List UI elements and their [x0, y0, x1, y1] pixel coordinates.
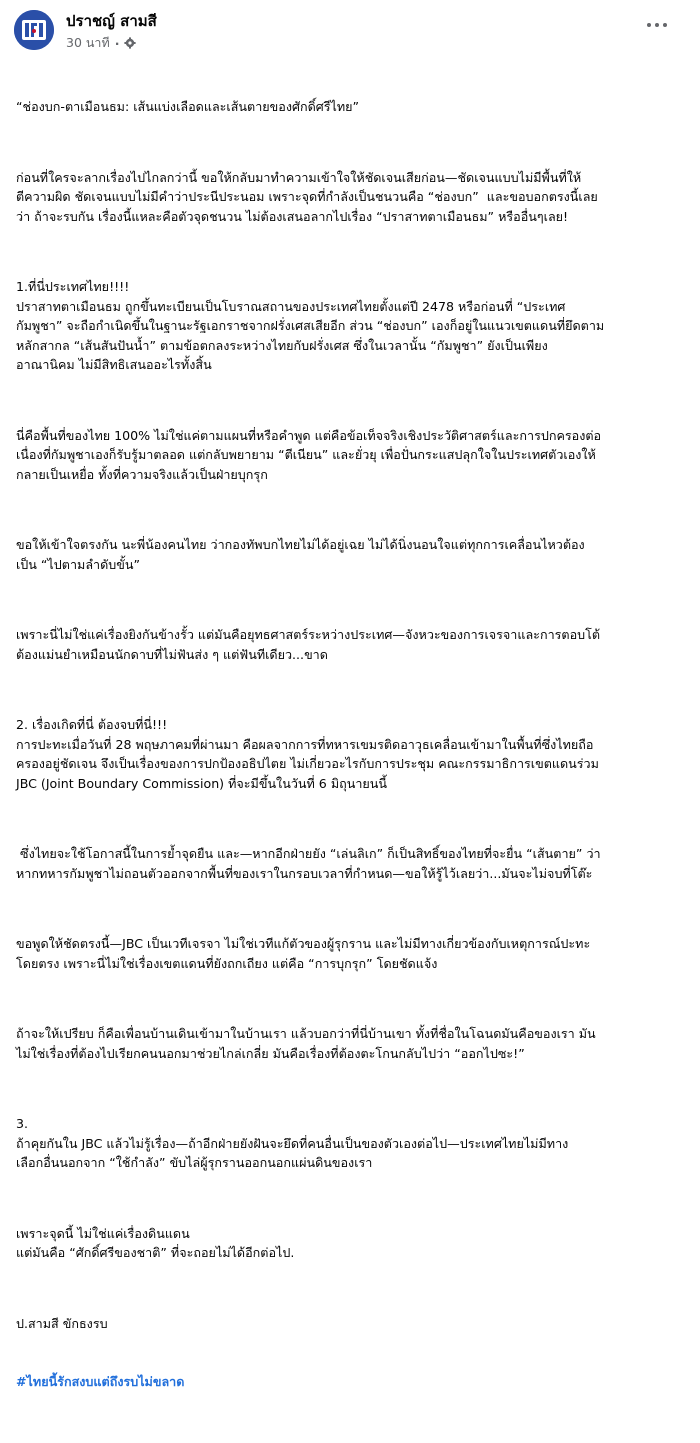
post-title: “ช่องบก-ตาเมือนธม: เส้นแบ่งเลือดและเส้นตายของศักดิ์ศรีไทย” — [16, 99, 360, 114]
page-logo-icon — [14, 10, 54, 50]
paragraph: 2. เรื่องเกิดที่นี่ ต้องจบที่นี่!!! การปะทะเมื่อวันที่ 28 พฤษภาคมที่ผ่านมา คือผลจากการที่ทหารเขมรติดอาวุธเคลื่อนเข้ามาในพื้นที่ซึ่งไทยถือ ครองอยู่ชัดเจน จึงเป็นเรื่องของการปกป้องอธิปไตย ไม่เกี่ยวอะไรกับการประชุม คณะกรรมาธิการเขตแดนร่วม JBC (Joint Boundary Commission) ที่จะมีขึ้นในวันที่ 6 มิถุนายนนี้ — [16, 717, 599, 791]
settings-gear-icon[interactable] — [124, 37, 136, 49]
author-name[interactable]: ปราชญ์ สามสี — [66, 12, 157, 30]
paragraph: เพราะนี่ไม่ใช่แค่เรื่องยิงกันข้างรั้ว แต่มันคือยุทธศาสตร์ระหว่างประเทศ—จังหวะของการเจรจาและการตอบโต้ ต้องแม่นยำเหมือนนักดาบที่ไม่ฟันส่ง ๆ แต่ฟันทีเดียว...ขาด — [16, 627, 601, 662]
paragraph: ซึ่งไทยจะใช้โอกาสนี้ในการย้ำจุดยืน และ—หากอีกฝ่ายยัง “เล่นลิเก” ก็เป็นสิทธิ์ของไทยที่จะยื่น “เส้นตาย” ว่า หากทหารกัมพูชาไม่ถอนตัวออกจากพื้นที่ของเราในกรอบเวลาที่กำหนด—ขอให้รู้ไว้เลยว่า...มันจะไม่จบที่โต๊ะ — [16, 846, 601, 881]
hashtag[interactable] — [16, 1372, 688, 1392]
paragraph: นี่คือพื้นที่ของไทย 100% ไม่ใช่แค่ตามแผนที่หรือคำพูด แต่คือข้อเท็จจริงเชิงประวัติศาสตร์และการปกครองต่อ เนื่องที่กัมพูชาเองก็รับรู้มาตลอด แต่กลับพยายาม “ตีเนียน” และยั่วยุ เพื่อปั่นกระแสปลุกใจในประเทศตัวเองให้ กลายเป็นเหยื่อ ทั้งที่ความจริงแล้วเป็นฝ่ายบุกรุก — [16, 427, 602, 482]
signature: ป.สามสี ขักธงรบ — [16, 1315, 108, 1331]
separator-dot: · — [114, 35, 120, 51]
hashtag-link[interactable]: #ไทยนี้รักสงบแต่ถึงรบไม่ขลาด — [16, 1374, 185, 1389]
paragraph: ขอให้เข้าใจตรงกัน นะพี่น้องคนไทย ว่ากองทัพบกไทยไม่ได้อยู่เฉย ไม่ได้นิ่งนอนใจแต่ทุกการเคลื่อนไหวต้อง เป็น “ไปตามลำดับขั้น” — [16, 537, 585, 572]
paragraph: ถ้าจะให้เปรียบ ก็คือเพื่อนบ้านเดินเข้ามาในบ้านเรา แล้วบอกว่าที่นี่บ้านเขา ทั้งที่ชื่อในโฉนดมันคือของเรา มัน ไม่ใช่เรื่องที่ต้องไปเรียกคนนอกมาช่วยไกล่เกลี่ย มันคือเรื่องที่ต้องตะโกนกลับไปว่า “ออกไปซะ!” — [16, 1026, 596, 1061]
post-meta — [66, 33, 136, 53]
more-options-icon[interactable] — [640, 12, 674, 38]
paragraph: 1.ที่นี่ประเทศไทย!!!! ปราสาทตาเมือนธม ถูกขึ้นทะเบียนเป็นโบราณสถานของประเทศไทยตั้งแต่ปี 2478 หรือก่อนที่ “ประเทศ กัมพูชา” จะถือกำเนิดขึ้นในฐานะรัฐเอกราชจากฝรั่งเศสเสียอีก ส่วน “ช่องบก” เองก็อยู่ในแนวเขตแดนที่ยึดตาม หลักสากล “เส้นสันปันน้ำ” ตามข้อตกลงระหว่างไทยกับฝรั่งเศส ซึ่งในเวลานั้น “กัมพูชา” ยังเป็นเพียง อาณานิคม ไม่มีสิทธิเสนออะไรทั้งสิ้น — [16, 279, 605, 372]
post-time[interactable]: 30 นาที — [66, 35, 110, 50]
paragraph: ขอพูดให้ชัดตรงนี้—JBC เป็นเวทีเจรจา ไม่ใช่เวทีแก้ตัวของผู้รุกราน และไม่มีทางเกี่ยวข้องกับเหตุการณ์ปะทะ โดยตรง เพราะนี่ไม่ใช่เรื่องเขตแดนที่ยังถกเถียง แต่คือ “การบุกรุก” โดยชัดแจ้ง — [16, 936, 591, 971]
post-body — [16, 58, 688, 1443]
paragraph: 3. ถ้าคุยกันใน JBC แล้วไม่รู้เรื่อง—ถ้าอีกฝ่ายยังฝันจะยึดที่คนอื่นเป็นของตัวเองต่อไป—ประเทศไทยไม่มีทาง เลือกอื่นนอกจาก “ใช้กำลัง” ขับไล่ผู้รุกรานออกนอกแผ่นดินของเรา — [16, 1116, 569, 1170]
post-header — [0, 0, 700, 56]
paragraph: ก่อนที่ใครจะลากเรื่องไปไกลกว่านี้ ขอให้กลับมาทำความเข้าใจให้ชัดเจนเสียก่อน—ชัดเจนแบบไม่มีพื้นที่ให้ ตีความผิด ชัดเจนแบบไม่มีคำว่าประนีประนอม เพราะจุดที่กำลังเป็นชนวนคือ “ช่องบก” และขอบอกตรงนี้เลย ว่า ถ้าจะรบกัน เรื่องนี้แหละคือตัวจุดชนวน ไม่ต้องเสนอลากไปเรื่อง “ปราสาทตาเมือนธม” หรืออื่นๆเลย! — [16, 169, 598, 224]
paragraph: เพราะจุดนี้ ไม่ใช่แค่เรื่องดินแดน แต่มันคือ “ศักดิ์ศรีของชาติ” ที่จะถอยไม่ได้อีกต่อไป. — [16, 1225, 295, 1260]
avatar[interactable] — [14, 10, 54, 50]
